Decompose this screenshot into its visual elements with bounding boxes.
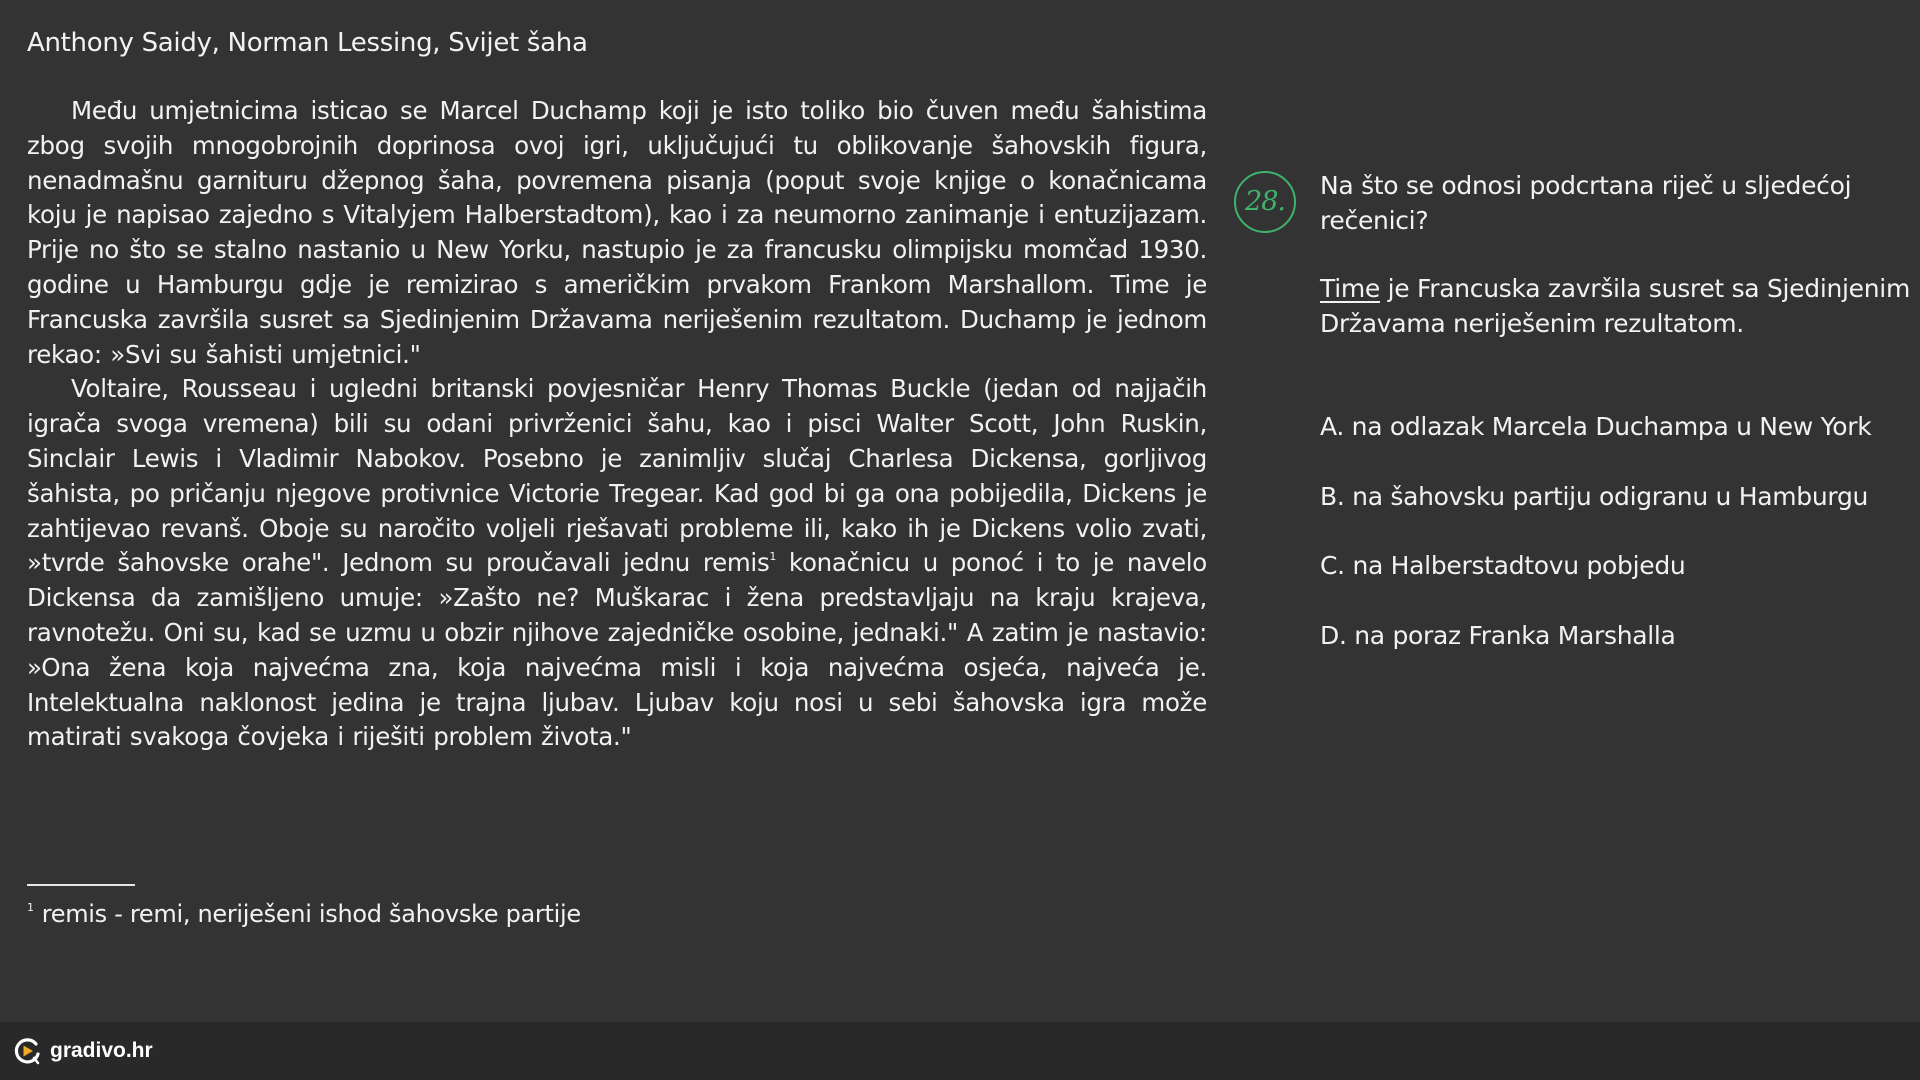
passage-paragraph-2-end: konačnicu u ponoć i to je navelo Dickensa da zamišljeno umuje: »Zašto ne? Muškarac i žena predstavljaju na kraju krajeva, ravnotežu. Oni su, kad se uzmu u obzir njihove zajedničke osobine, jednaki." A zatim je nastavio: »Ona žena koja najvećma zna, koja najvećma misli i koja najvećma osjeća, najveća je. Intelektualna naklonost jedina je trajna ljubav. Ljubav koju nosi u sebi šahovska igra može matirati svakoga čovjeka i riješiti problem života." bbox=[27, 548, 1207, 752]
answer-option-b[interactable]: B. na šahovsku partiju odigranu u Hamburgu bbox=[1320, 481, 1869, 511]
passage-paragraph-1: Među umjetnicima isticao se Marcel Duchamp koji je isto toliko bio čuven među šahistima zbog svojih mnogobrojnih doprinosa ovoj igri, uključujući tu oblikovanje šahovskih figura, nenadmašnu garnituru džepnog šaha, povremena pisanja (poput svoje knjige o konačnicama koju je napisao zajedno s Vitalyjem Halberstadtom), kao i za neumorno zanimanje i entuzijazam. Prije no što se stalno nastanio u New Yorku, nastupio je za francusku olimpijsku momčad 1930. godine u Hamburgu gdje je remizirao s američkim prvakom Frankom Marshallom. Time je Francuska završila susret sa Sjedinjenim Državama neriješenim rezultatom. Duchamp je jednom rekao: »Svi su šahisti umjetnici." bbox=[27, 96, 1207, 369]
brand-name: gradivo.hr bbox=[50, 1039, 153, 1062]
answer-option-c[interactable]: C. na Halberstadtovu pobjedu bbox=[1320, 551, 1686, 580]
reading-passage bbox=[27, 94, 1207, 755]
source-title: Anthony Saidy, Norman Lessing, Svijet šaha bbox=[27, 28, 588, 58]
footnote-text: remis - remi, neriješeni ishod šahovske partije bbox=[41, 900, 581, 928]
footnote-reference: 1 bbox=[769, 550, 777, 564]
gradivo-logo-icon bbox=[12, 1036, 42, 1066]
question-number-badge: 28. bbox=[1234, 171, 1296, 233]
sentence-rest: je Francuska završila susret sa Sjedinjenim Državama neriješenim rezultatom. bbox=[1320, 274, 1910, 338]
question-sentence bbox=[1320, 272, 1910, 341]
question-prompt: Na što se odnosi podcrtana riječ u sljedećoj rečenici? bbox=[1320, 171, 1852, 235]
footer-bar bbox=[0, 1022, 1920, 1080]
footnote: $^1$ remis - remi, neriješeni ishod šahovske partije bbox=[27, 900, 581, 928]
answer-option-a[interactable]: A. na odlazak Marcela Duchampa u New York bbox=[1320, 412, 1872, 441]
answer-options bbox=[1320, 410, 1910, 688]
footnote-divider bbox=[27, 884, 135, 886]
passage-paragraph-2-start: Voltaire, Rousseau i ugledni britanski povjesničar Henry Thomas Buckle (jedan od najjačih igrača svoga vremena) bili su odani privrženici šahu, kao i pisci Walter Scott, John Ruskin, Sinclair Lewis i Vladimir Nabokov. Posebno je zanimljiv slučaj Charlesa Dickensa, gorljivog šahista, po pričanju njegove protivnice Victorie Tregear. Kad god bi ga ona pobijedila, Dickens je zahtijevao revanš. Oboje su naročito voljeli rješavati probleme ili, kako ih je Dickens volio zvati, »tvrde šahovske orahe". Jednom su proučavali jednu remis bbox=[27, 374, 1207, 578]
answer-option-d[interactable]: D. na poraz Franka Marshalla bbox=[1320, 620, 1676, 650]
passage-paragraph-2 bbox=[27, 372, 1207, 755]
underlined-word: Time bbox=[1320, 274, 1380, 303]
